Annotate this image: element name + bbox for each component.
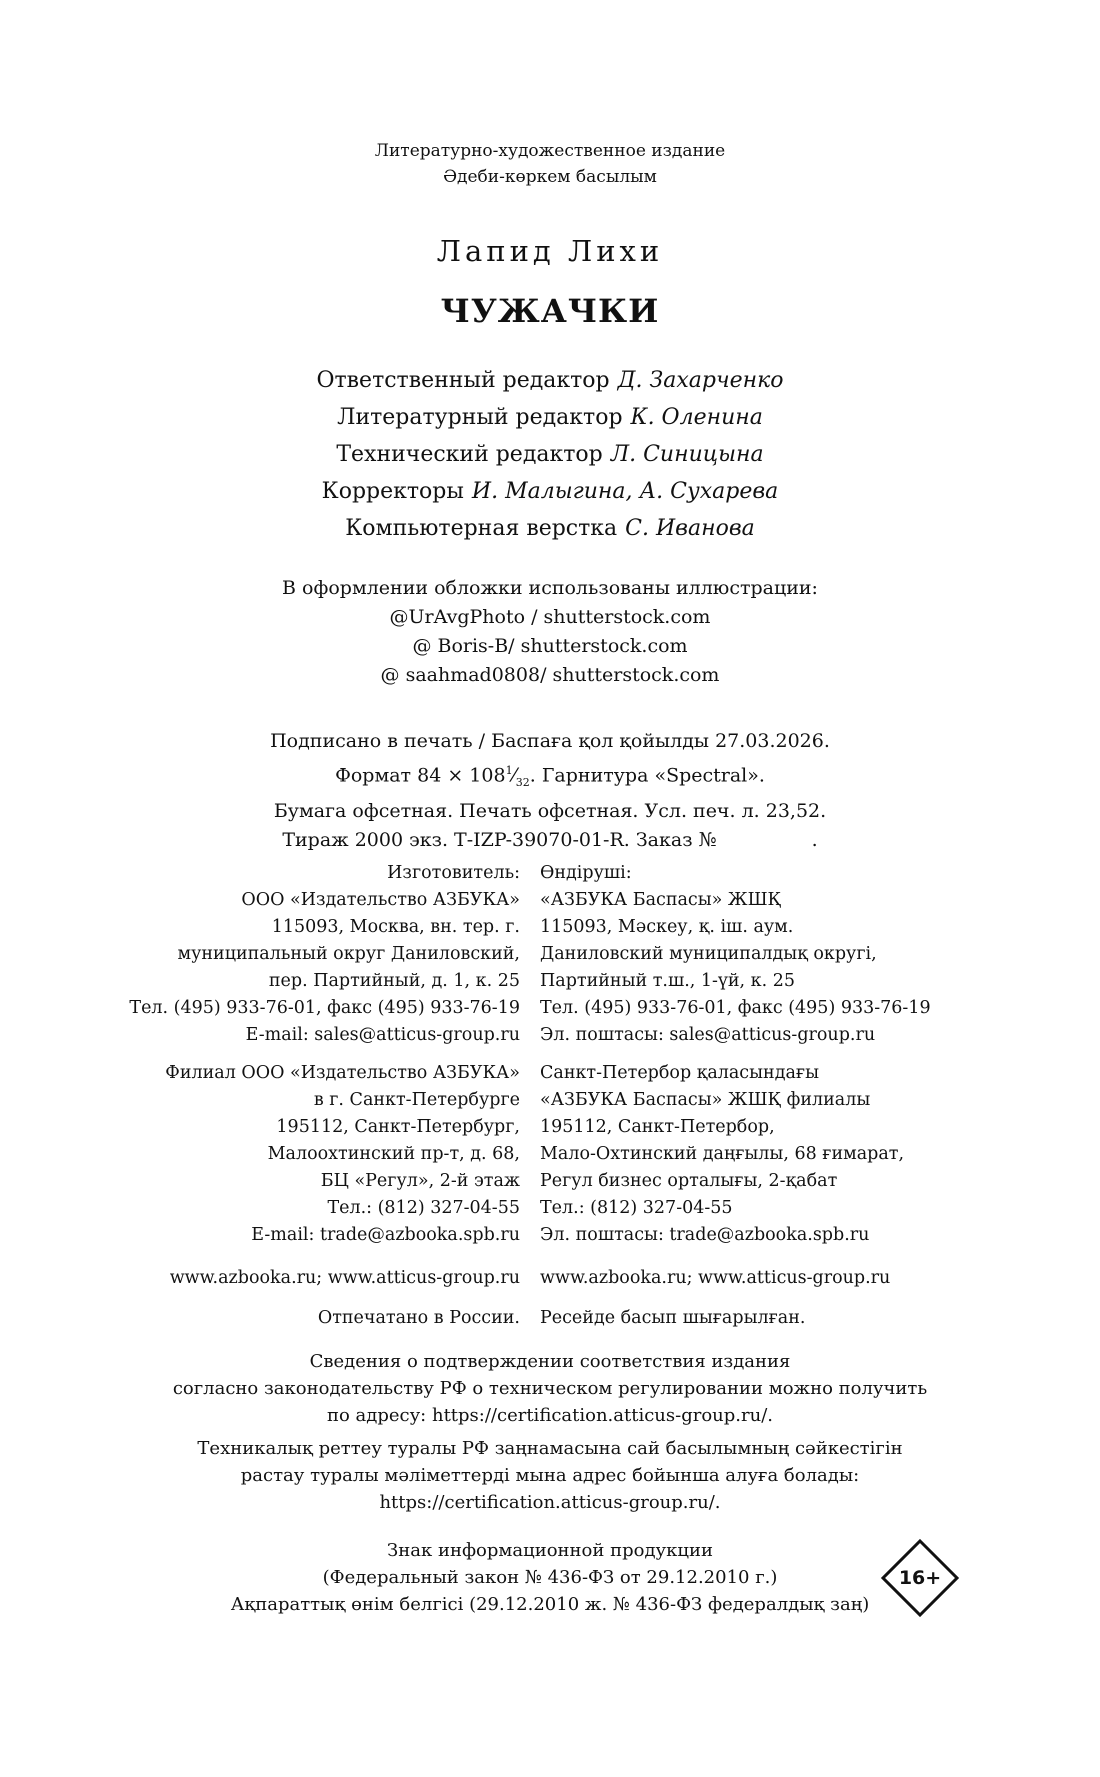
branch-kz-line: «АЗБУКА Баспасы» ЖШҚ филиалы <box>540 1090 871 1110</box>
illustration-credit: @ Boris-B/ shutterstock.com <box>412 635 688 657</box>
manufacturer-ru-line: Изготовитель: <box>387 863 520 883</box>
credit-role: Ответственный редактор <box>316 368 610 393</box>
credit-name: Л. Синицына <box>610 442 764 467</box>
illustration-credit: @ saahmad0808/ shutterstock.com <box>380 664 720 686</box>
branch-kz-line: 195112, Санкт-Петербор, <box>540 1117 775 1137</box>
edition-type <box>0 138 1100 190</box>
illustration-credit: @UrAvgPhoto / shutterstock.com <box>389 606 711 628</box>
branch-ru-line: БЦ «Регул», 2-й этаж <box>320 1171 520 1191</box>
manufacturer-kz-line: Эл. поштасы: sales@atticus-group.ru <box>540 1025 876 1045</box>
credit-role: Литературный редактор <box>337 405 623 430</box>
format-prefix: Формат 84 × 108 <box>335 764 506 787</box>
branch-kz-line: Тел.: (812) 327-04-55 <box>540 1198 733 1218</box>
run-text: Тираж 2000 экз. Т-IZP-39070-01-R. Заказ № <box>282 829 717 852</box>
book-title: ЧУЖАЧКИ <box>440 292 660 330</box>
branch-kz <box>540 1060 904 1249</box>
branch-kz-line: Санкт-Петербор қаласындағы <box>540 1063 819 1083</box>
info-sign-line: (Федеральный закон № 436-ФЗ от 29.12.2010 г.) <box>322 1567 778 1588</box>
credit-line <box>0 510 1100 547</box>
websites-kz: www.azbooka.ru; www.atticus-group.ru <box>540 1268 891 1288</box>
manufacturer-ru-line: пер. Партийный, д. 1, к. 25 <box>268 971 520 991</box>
conformity-ru-line: Сведения о подтверждении соответствия издания <box>309 1351 791 1372</box>
credit-role: Технический редактор <box>336 442 603 467</box>
illustrations-heading: В оформлении обложки использованы иллюстрации: <box>282 577 818 599</box>
branch-kz-line: Эл. поштасы: trade@azbooka.spb.ru <box>540 1225 870 1245</box>
credit-name: И. Малыгина, А. Сухарева <box>471 479 779 504</box>
manufacturer-kz-line: Партийный т.ш., 1-үй, к. 25 <box>540 971 795 991</box>
credit-role: Компьютерная верстка <box>345 516 618 541</box>
format-suffix: . Гарнитура «Spectral». <box>529 764 765 787</box>
manufacturer-ru-line: ООО «Издательство АЗБУКА» <box>241 890 520 910</box>
branch-kz-line: Мало-Охтинский даңғылы, 68 ғимарат, <box>540 1144 905 1164</box>
branch-ru <box>165 1060 520 1249</box>
conformity-kz-line: Техникалық реттеу туралы РФ заңнамасына сай басылымның сәйкестігін <box>197 1438 903 1459</box>
credit-line <box>0 362 1100 399</box>
manufacturer-kz <box>540 860 931 1049</box>
conformity-kz-line: https://certification.atticus-group.ru/. <box>379 1492 721 1513</box>
author-name: Лапид Лихи <box>436 234 664 268</box>
credit-name: К. Оленина <box>630 405 763 430</box>
credit-line <box>0 436 1100 473</box>
conformity-ru <box>0 1348 1100 1429</box>
manufacturer-kz-line: Тел. (495) 933-76-01, факс (495) 933-76-19 <box>540 998 931 1018</box>
printed-in-kz: Ресейде басып шығарылған. <box>540 1308 806 1328</box>
branch-ru-line: Малоохтинский пр-т, д. 68, <box>267 1144 520 1164</box>
format-denominator: 32 <box>515 776 530 790</box>
manufacturer-ru <box>129 860 520 1049</box>
signed-date: Подписано в печать / Баспаға қол қойылды 27.03.2026. <box>270 730 830 752</box>
manufacturer-ru-line: Тел. (495) 933-76-01, факс (495) 933-76-19 <box>129 998 520 1018</box>
conformity-ru-line: согласно законодательству РФ о техническом регулировании можно получить <box>172 1378 928 1399</box>
info-sign-line: Знак информационной продукции <box>387 1540 713 1561</box>
printed-in-ru: Отпечатано в России. <box>317 1308 520 1328</box>
branch-ru-line: Филиал ООО «Издательство АЗБУКА» <box>165 1063 520 1083</box>
credit-line <box>0 399 1100 436</box>
edition-type-ru: Литературно-художественное издание <box>374 141 726 161</box>
credit-role: Корректоры <box>321 479 464 504</box>
manufacturer-ru-line: муниципальный округ Даниловский, <box>177 944 520 964</box>
print-details <box>0 727 1100 855</box>
manufacturer-ru-line: 115093, Москва, вн. тер. г. <box>271 917 520 937</box>
branch-ru-line: Тел.: (812) 327-04-55 <box>327 1198 520 1218</box>
manufacturer-ru-line: E-mail: sales@atticus-group.ru <box>245 1025 520 1045</box>
cover-illustrations <box>0 574 1100 690</box>
conformity-ru-line: по адресу: https://certification.atticus-group.ru/. <box>326 1405 774 1426</box>
age-rating-badge <box>880 1538 960 1618</box>
branch-ru-line: 195112, Санкт-Петербург, <box>276 1117 520 1137</box>
edition-type-kz: Әдеби-көркем басылым <box>443 167 657 187</box>
format-line: Формат $84 \times 108^1⁄_{32}$. Гарнитура «Spectral». <box>335 764 765 790</box>
run-line <box>0 826 1100 855</box>
credit-line <box>0 473 1100 510</box>
manufacturer-kz-line: «АЗБУКА Баспасы» ЖШҚ <box>540 890 782 910</box>
run-end: . <box>811 829 818 852</box>
manufacturer-kz-line: 115093, Мәскеу, қ. іш. аум. <box>540 917 794 937</box>
manufacturer-kz-line: Өндіруші: <box>540 863 632 883</box>
credit-name: С. Иванова <box>625 516 755 541</box>
branch-ru-line: в г. Санкт-Петербурге <box>313 1090 520 1110</box>
credits <box>0 362 1100 547</box>
age-rating-label: 16+ <box>898 1567 942 1589</box>
conformity-kz <box>0 1435 1100 1516</box>
credit-name: Д. Захарченко <box>617 368 784 393</box>
branch-ru-line: E-mail: trade@azbooka.spb.ru <box>251 1225 520 1245</box>
conformity-kz-line: растау туралы мәліметтерді мына адрес бойынша алуға болады: <box>240 1465 860 1486</box>
manufacturer-kz-line: Даниловский муниципалдық округі, <box>540 944 877 964</box>
info-sign-line: Ақпараттық өнім белгісі (29.12.2010 ж. № 436-ФЗ федералдық заң) <box>230 1594 870 1615</box>
branch-kz-line: Регул бизнес орталығы, 2-қабат <box>540 1171 838 1191</box>
format-numerator: 1 <box>505 764 513 777</box>
paper-line: Бумага офсетная. Печать офсетная. Усл. печ. л. 23,52. <box>273 800 827 823</box>
websites-ru: www.azbooka.ru; www.atticus-group.ru <box>169 1268 520 1288</box>
